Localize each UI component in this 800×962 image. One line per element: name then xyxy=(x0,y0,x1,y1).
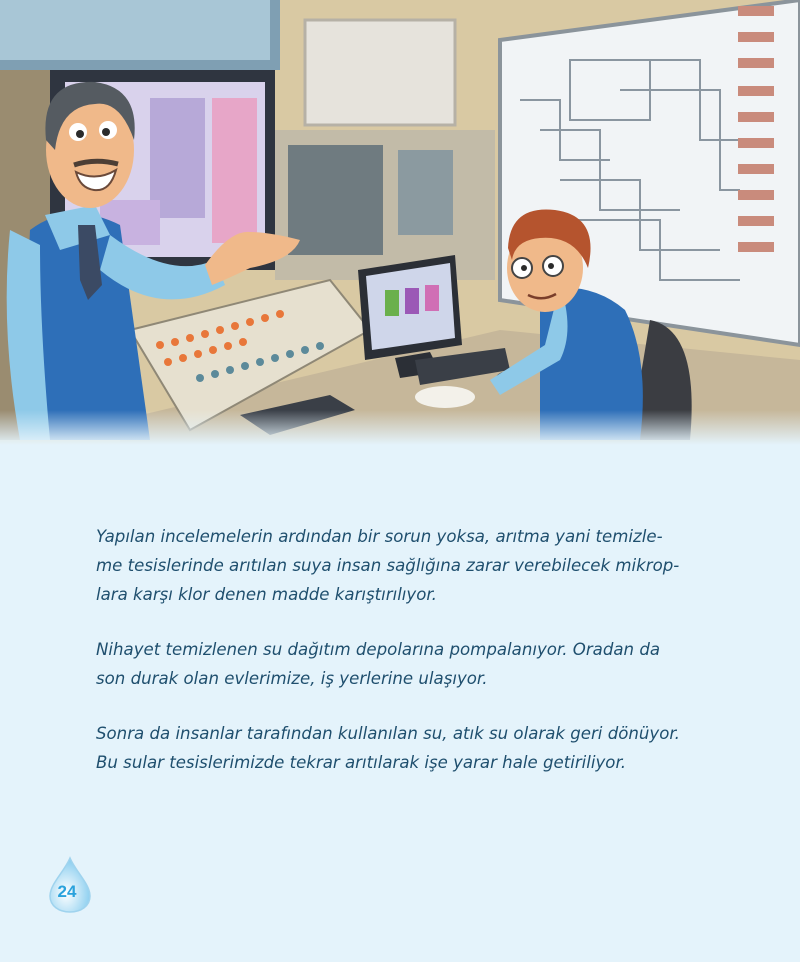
control-room-illustration xyxy=(0,0,800,445)
text-line: me tesislerinde arıtılan suya insan sağlığına zarar verebilecek mikrop- xyxy=(96,556,680,575)
paragraph-2 xyxy=(96,635,736,693)
paragraph-3 xyxy=(96,719,736,777)
page-number: 24 xyxy=(57,882,77,901)
text-line: Sonra da insanlar tarafından kullanılan su, atık su olarak geri dönüyor. xyxy=(96,724,680,743)
body-text xyxy=(96,522,736,803)
text-line: Bu sular tesislerimizde tekrar arıtılarak işe yarar hale getiriliyor. xyxy=(96,753,627,772)
paragraph-1 xyxy=(96,522,736,609)
text-line: Nihayet temizlenen su dağıtım depolarına pompalanıyor. Oradan da xyxy=(96,640,661,659)
text-line: Yapılan incelemelerin ardından bir sorun yoksa, arıtma yani temizle- xyxy=(96,527,663,546)
text-line: lara karşı klor denen madde karıştırılıyor. xyxy=(96,585,437,604)
text-line: son durak olan evlerimize, iş yerlerine ulaşıyor. xyxy=(96,669,488,688)
